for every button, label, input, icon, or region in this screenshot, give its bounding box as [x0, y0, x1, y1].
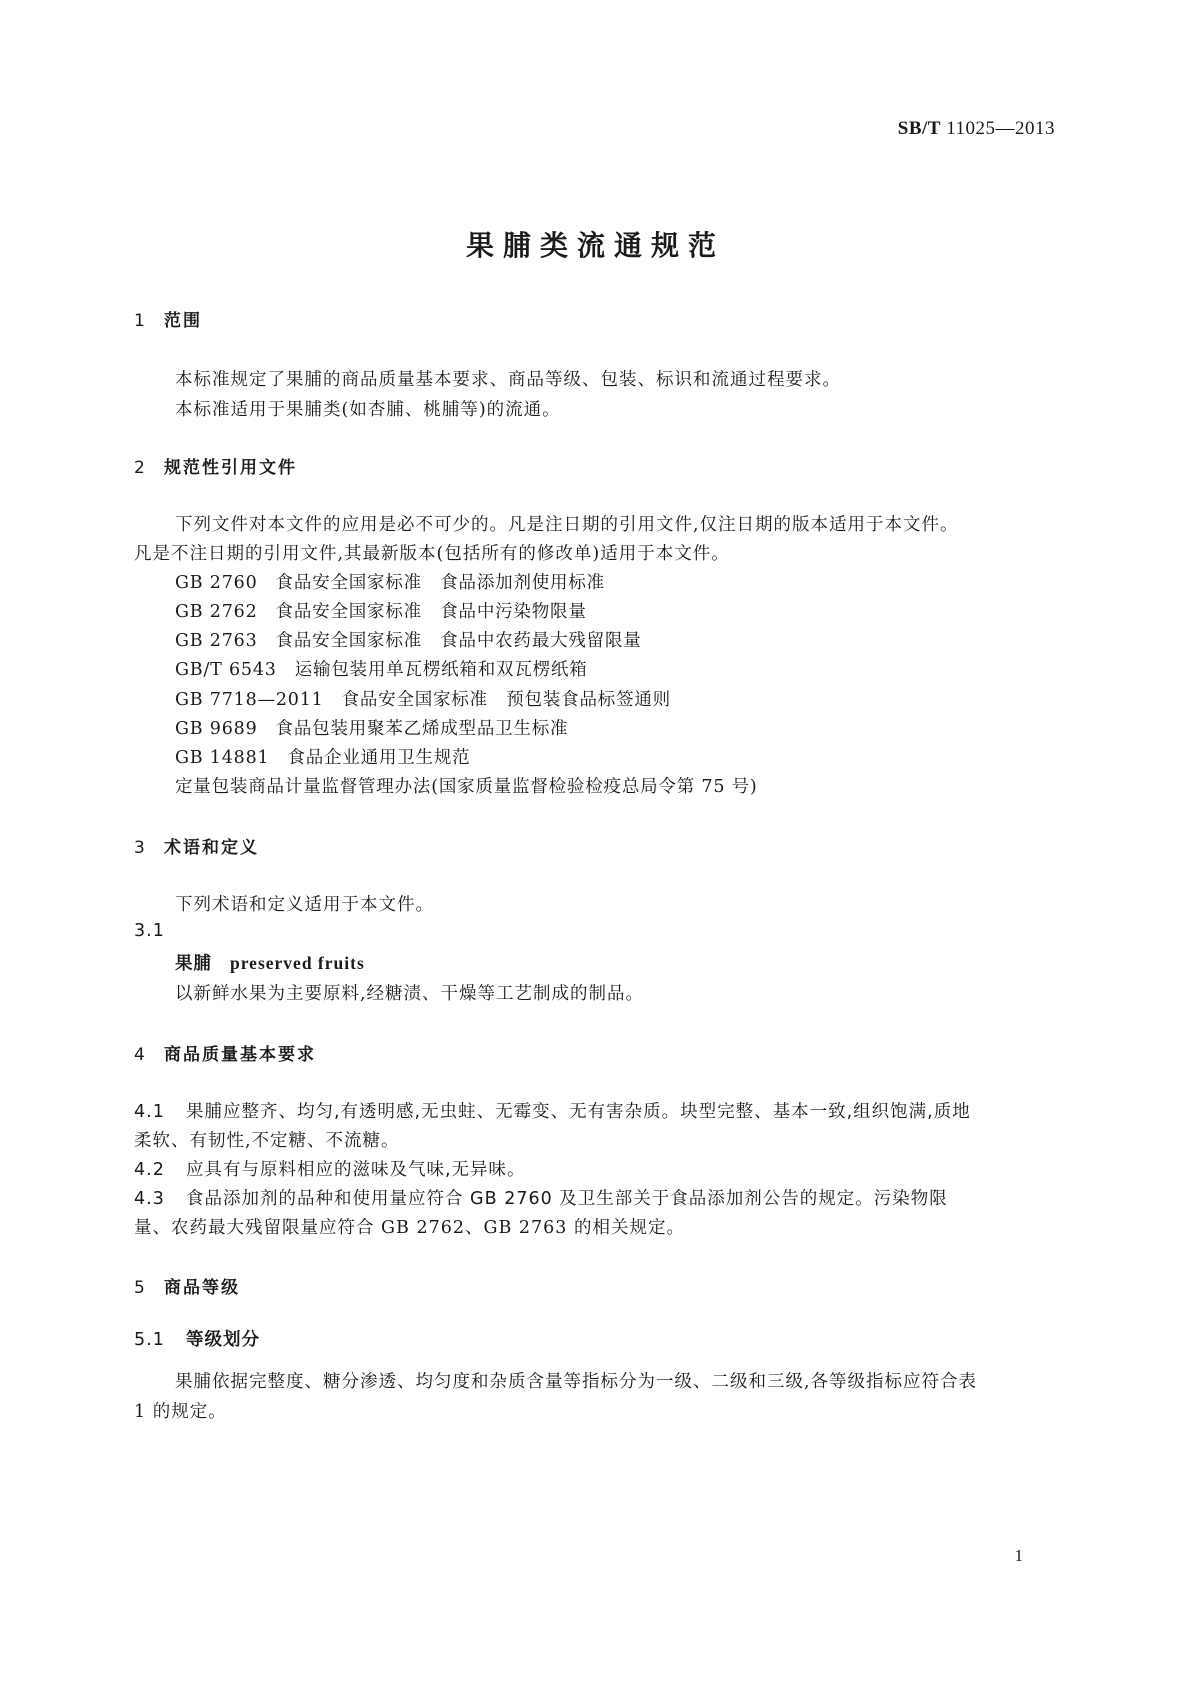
clause-text: 应具有与原料相应的滋味及气味,无异味。 [186, 1160, 526, 1180]
reference-code: GB 2760 [175, 573, 258, 593]
standard-code-number: 11025—2013 [946, 118, 1055, 139]
subsection-5-1-heading [134, 1326, 260, 1351]
page-number: 1 [1014, 1546, 1023, 1565]
paragraph: 1 的规定。 [134, 1402, 227, 1422]
reference-code: GB 9689 [175, 719, 258, 739]
paragraph: 本标准规定了果脯的商品质量基本要求、商品等级、包装、标识和流通过程要求。 [175, 370, 841, 390]
paragraph: 下列文件对本文件的应用是必不可少的。凡是注日期的引用文件,仅注日期的版本适用于本文件。 [175, 515, 959, 535]
reference-title: 食品安全国家标准 食品中农药最大残留限量 [275, 631, 642, 651]
standard-code [898, 118, 1055, 140]
paragraph: 果脯依据完整度、糖分渗透、均匀度和杂质含量等指标分为一级、二级和三级,各等级指标应符合表 [175, 1372, 978, 1392]
clause-number: 4.3 [134, 1189, 165, 1209]
reference-item [175, 627, 642, 652]
section-number: 3 [134, 838, 147, 858]
subsection-title: 等级划分 [186, 1330, 260, 1350]
clause-text: 量、农药最大残留限量应符合 GB 2762、GB 2763 的相关规定。 [134, 1218, 686, 1238]
reference-item [175, 656, 588, 681]
clause-text: 柔软、有韧性,不定糖、不流糖。 [134, 1131, 400, 1151]
clause-number: 4.1 [134, 1102, 165, 1122]
section-1-heading [134, 306, 202, 331]
reference-item [175, 744, 470, 769]
reference-title: 食品安全国家标准 食品添加剂使用标准 [275, 573, 605, 593]
reference-code: GB 2762 [175, 602, 258, 622]
clause-number: 4.2 [134, 1160, 165, 1180]
reference-title: 食品安全国家标准 预包装食品标签通则 [341, 690, 671, 710]
section-number: 2 [134, 458, 147, 478]
section-3-heading [134, 833, 259, 858]
clause-4-1 [134, 1098, 971, 1123]
reference-code: GB 14881 [175, 748, 270, 768]
section-title: 规范性引用文件 [164, 458, 297, 478]
reference-title: 运输包装用单瓦楞纸箱和双瓦楞纸箱 [294, 660, 588, 680]
reference-code: GB/T 6543 [175, 660, 277, 680]
reference-title: 食品安全国家标准 食品中污染物限量 [275, 602, 587, 622]
reference-item [175, 598, 587, 623]
reference-item [175, 715, 568, 740]
section-4-heading [134, 1040, 316, 1065]
reference-title: 食品企业通用卫生规范 [287, 748, 471, 768]
reference-item [175, 569, 605, 594]
section-number: 5 [134, 1278, 147, 1298]
term-english: preserved fruits [230, 953, 365, 973]
clause-4-3 [134, 1185, 948, 1210]
section-number: 1 [134, 311, 147, 331]
paragraph: 下列术语和定义适用于本文件。 [175, 895, 434, 915]
paragraph: 本标准适用于果脯类(如杏脯、桃脯等)的流通。 [175, 400, 561, 420]
reference-code: GB 2763 [175, 631, 258, 651]
clause-4-2 [134, 1156, 526, 1181]
section-number: 4 [134, 1045, 147, 1065]
reference-item [175, 686, 671, 711]
section-title: 术语和定义 [164, 838, 259, 858]
subsection-number: 5.1 [134, 1330, 165, 1350]
term-chinese: 果脯 [175, 954, 212, 974]
section-title: 商品质量基本要求 [164, 1045, 316, 1065]
reference-item: 定量包装商品计量监督管理办法(国家质量监督检验检疫总局令第 75 号) [175, 777, 758, 797]
term-entry [175, 950, 365, 975]
section-2-heading [134, 453, 297, 478]
reference-code: GB 7718—2011 [175, 690, 324, 710]
section-title: 范围 [164, 311, 202, 331]
document-title: 果脯类流通规范 [465, 229, 725, 262]
clause-text: 果脯应整齐、均匀,有透明感,无虫蛀、无霉变、无有害杂质。块型完整、基本一致,组织饱满,质地 [186, 1102, 971, 1122]
section-title: 商品等级 [164, 1278, 240, 1298]
term-definition: 以新鲜水果为主要原料,经糖渍、干燥等工艺制成的制品。 [175, 984, 645, 1004]
section-5-heading [134, 1273, 240, 1298]
term-number: 3.1 [134, 921, 165, 941]
reference-title: 食品包装用聚苯乙烯成型品卫生标准 [275, 719, 569, 739]
clause-text: 食品添加剂的品种和使用量应符合 GB 2760 及卫生部关于食品添加剂公告的规定。污染物限 [186, 1189, 948, 1209]
paragraph: 凡是不注日期的引用文件,其最新版本(包括所有的修改单)适用于本文件。 [134, 544, 730, 564]
standard-code-prefix: SB/T [897, 118, 941, 139]
